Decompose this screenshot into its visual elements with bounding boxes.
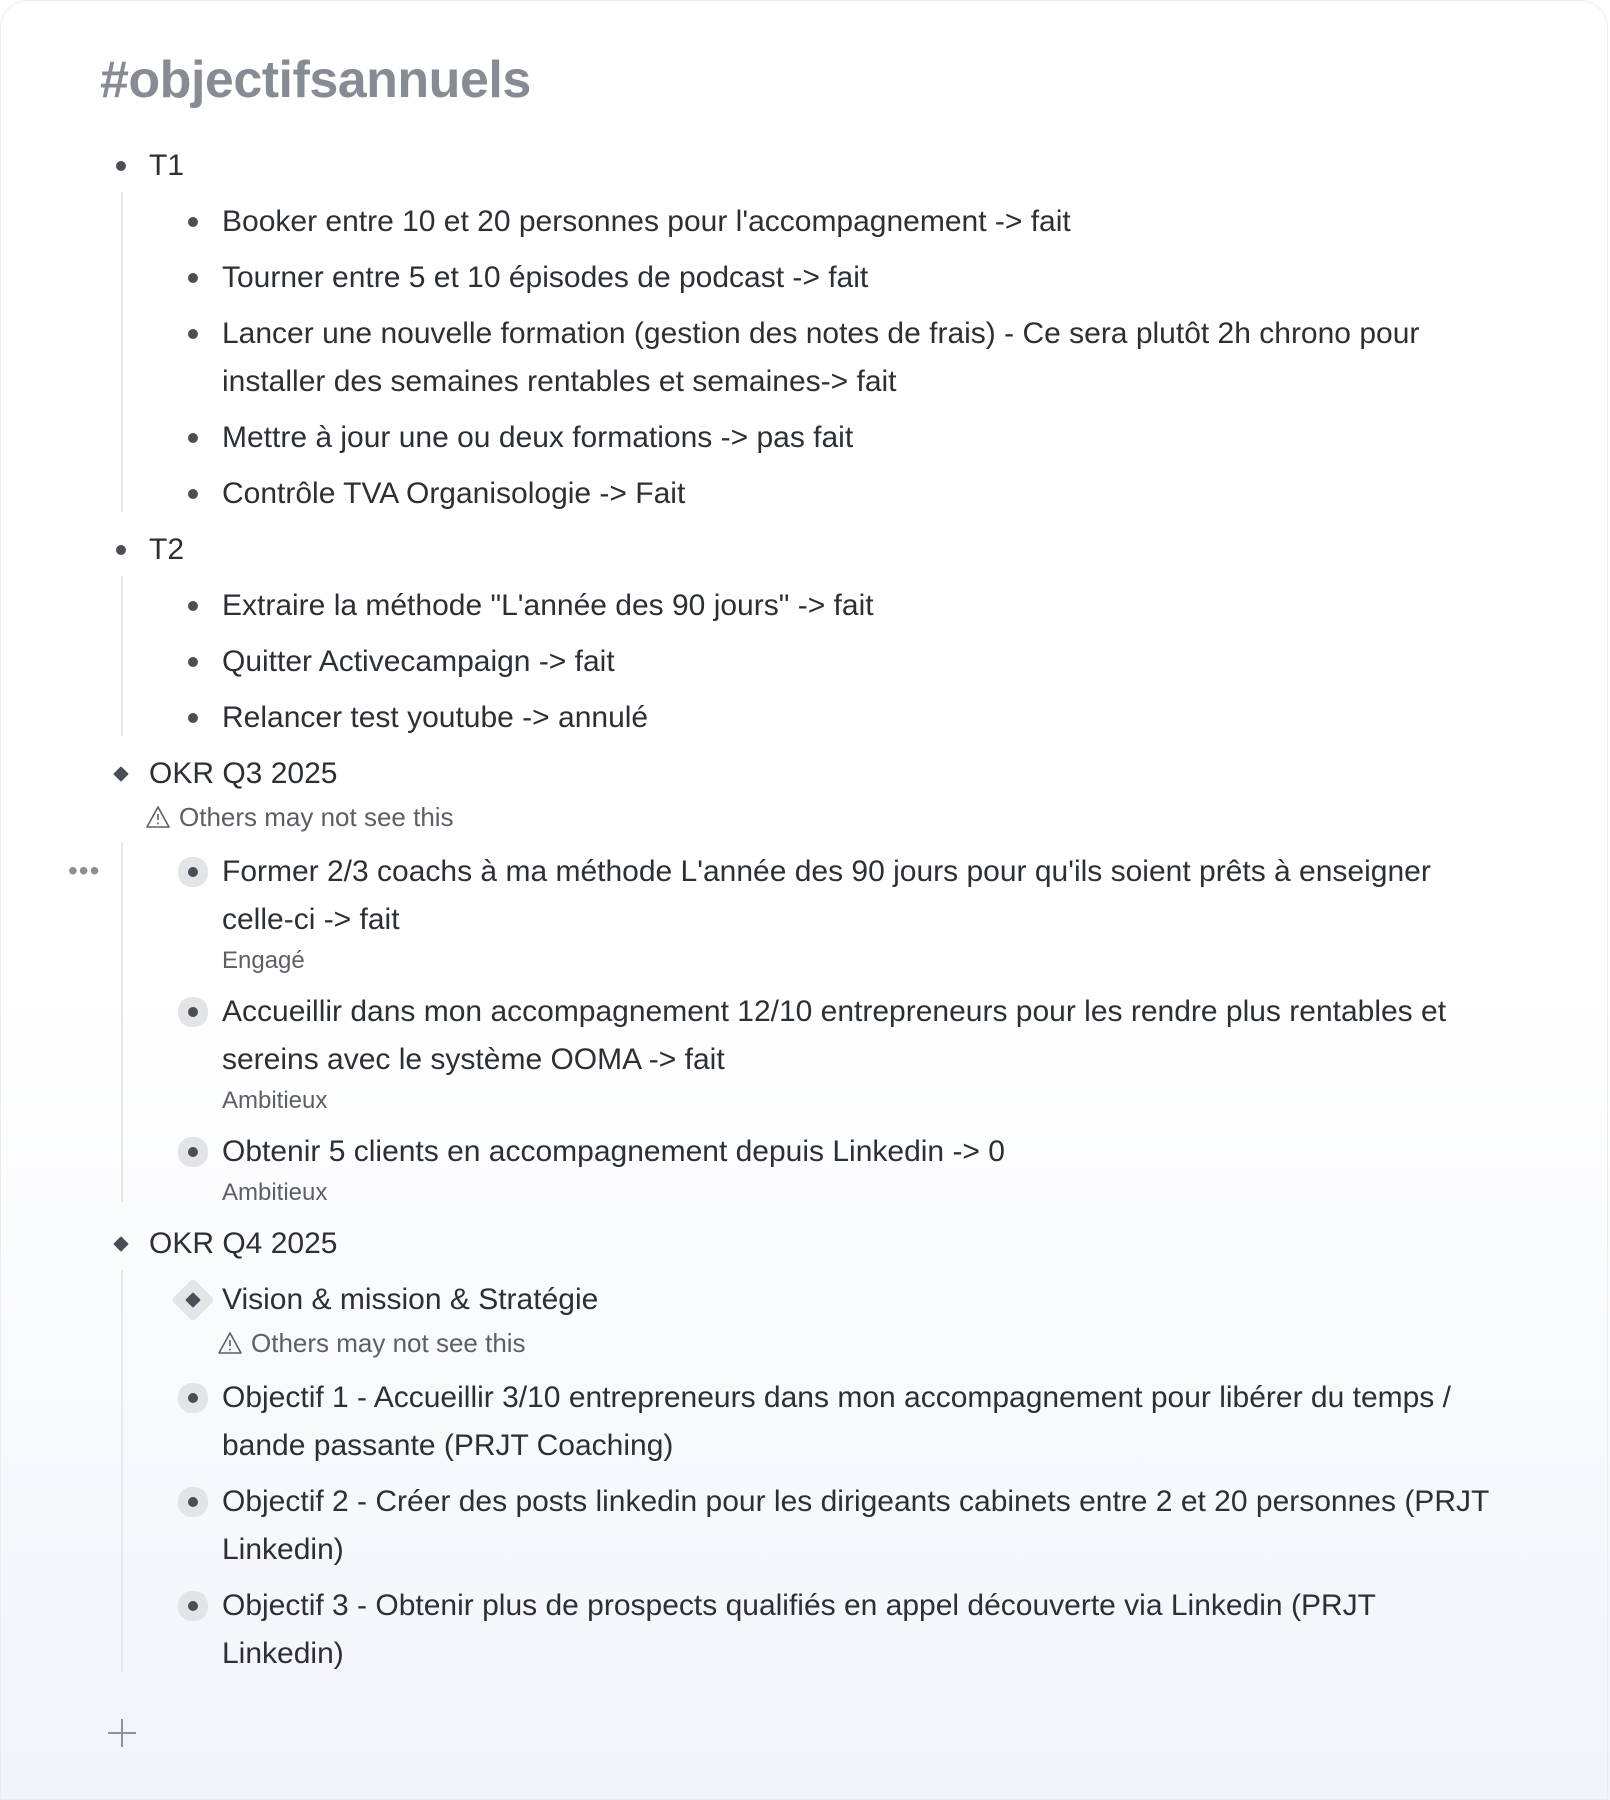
collapsed-bullet-icon[interactable] — [188, 1497, 198, 1507]
bullet-icon[interactable] — [116, 161, 126, 171]
warning-text: Others may not see this — [179, 802, 454, 832]
bullet-icon[interactable] — [188, 601, 198, 611]
section-label[interactable]: OKR Q3 2025 — [149, 757, 338, 790]
item-text[interactable]: Contrôle TVA Organisologie -> Fait — [222, 477, 686, 510]
warning-icon — [145, 805, 171, 829]
list-item[interactable] — [68, 848, 1500, 944]
item-text[interactable]: Objectif 3 - Obtenir plus de prospects qualifiés en appel découverte via Linkedin (PRJT Linkedin) — [222, 1589, 1376, 1670]
item-text[interactable]: Quitter Activecampaign -> fait — [222, 645, 615, 678]
visibility-warning — [100, 1328, 1500, 1358]
warning-icon — [217, 1331, 243, 1355]
list-item[interactable] — [100, 310, 1500, 406]
item-tag: Ambitieux — [222, 1179, 328, 1206]
bullet-icon[interactable] — [188, 329, 198, 339]
mirror-diamond-icon[interactable] — [113, 766, 129, 782]
list-item[interactable] — [100, 198, 1500, 246]
item-text[interactable]: Objectif 1 - Accueillir 3/10 entrepreneurs dans mon accompagnement pour libérer du temps / bande passante (PRJT Coaching) — [222, 1381, 1451, 1462]
section-t2 — [100, 526, 1500, 742]
section-okr-q3 — [68, 750, 1500, 1208]
visibility-warning — [100, 802, 1500, 832]
list-item[interactable] — [100, 582, 1500, 630]
item-text[interactable]: Tourner entre 5 et 10 épisodes de podcast -> fait — [222, 261, 869, 294]
bullet-icon[interactable] — [188, 433, 198, 443]
section-label[interactable]: OKR Q4 2025 — [149, 1227, 338, 1260]
item-tag: Ambitieux — [222, 1087, 328, 1114]
list-item[interactable] — [100, 638, 1500, 686]
collapsed-bullet-icon[interactable] — [188, 1601, 198, 1611]
list-item[interactable] — [100, 694, 1500, 742]
item-text[interactable]: Former 2/3 coachs à ma méthode L'année des 90 jours pour qu'ils soient prêts à enseigner celle-ci -> fait — [222, 855, 1431, 936]
section-t1 — [100, 142, 1500, 518]
list-item[interactable] — [100, 414, 1500, 462]
list-item[interactable] — [100, 1276, 1500, 1324]
list-item[interactable] — [100, 254, 1500, 302]
item-text[interactable]: Objectif 2 - Créer des posts linkedin pour les dirigeants cabinets entre 2 et 20 personnes (PRJT Linkedin) — [222, 1485, 1489, 1566]
collapsed-bullet-icon[interactable] — [188, 1393, 198, 1403]
item-text[interactable]: Obtenir 5 clients en accompagnement depuis Linkedin -> 0 — [222, 1135, 1005, 1168]
list-item[interactable] — [100, 1478, 1500, 1574]
section-okr-q4 — [100, 1220, 1500, 1678]
item-text[interactable]: Extraire la méthode "L'année des 90 jours" -> fait — [222, 589, 874, 622]
add-item-plus-icon[interactable] — [108, 1719, 136, 1747]
mirror-diamond-icon[interactable] — [185, 1292, 201, 1308]
collapsed-bullet-icon[interactable] — [188, 1147, 198, 1157]
list-item[interactable] — [100, 1128, 1500, 1176]
bullet-icon[interactable] — [188, 273, 198, 283]
item-text[interactable]: Booker entre 10 et 20 personnes pour l'accompagnement -> fait — [222, 205, 1071, 238]
item-text[interactable]: Mettre à jour une ou deux formations -> pas fait — [222, 421, 854, 454]
collapsed-bullet-icon[interactable] — [188, 867, 198, 877]
item-text[interactable]: Accueillir dans mon accompagnement 12/10 entrepreneurs pour les rendre plus rentables et sereins avec le système OOMA -> fait — [222, 995, 1447, 1076]
mirror-diamond-icon[interactable] — [113, 1236, 129, 1252]
collapsed-bullet-icon[interactable] — [188, 1007, 198, 1017]
list-item[interactable] — [100, 1374, 1500, 1470]
bullet-icon[interactable] — [188, 657, 198, 667]
list-item[interactable] — [100, 988, 1500, 1084]
section-label[interactable]: T2 — [149, 533, 185, 566]
bullet-icon[interactable] — [188, 713, 198, 723]
item-text[interactable]: Lancer une nouvelle formation (gestion des notes de frais) - Ce sera plutôt 2h chrono pour installer des semaines rentables et semaines-> fait — [222, 317, 1420, 398]
more-options-icon[interactable]: ••• — [68, 855, 101, 886]
outline — [68, 142, 1500, 1686]
item-text[interactable]: Vision & mission & Stratégie — [222, 1283, 599, 1316]
warning-text: Others may not see this — [251, 1328, 526, 1358]
page-title: #objectifsannuels — [100, 51, 531, 109]
list-item[interactable] — [100, 1582, 1500, 1678]
list-item[interactable] — [100, 470, 1500, 518]
item-tag: Engagé — [222, 947, 305, 974]
item-text[interactable]: Relancer test youtube -> annulé — [222, 701, 649, 734]
section-label[interactable]: T1 — [149, 149, 185, 182]
bullet-icon[interactable] — [188, 489, 198, 499]
bullet-icon[interactable] — [116, 545, 126, 555]
bullet-icon[interactable] — [188, 217, 198, 227]
